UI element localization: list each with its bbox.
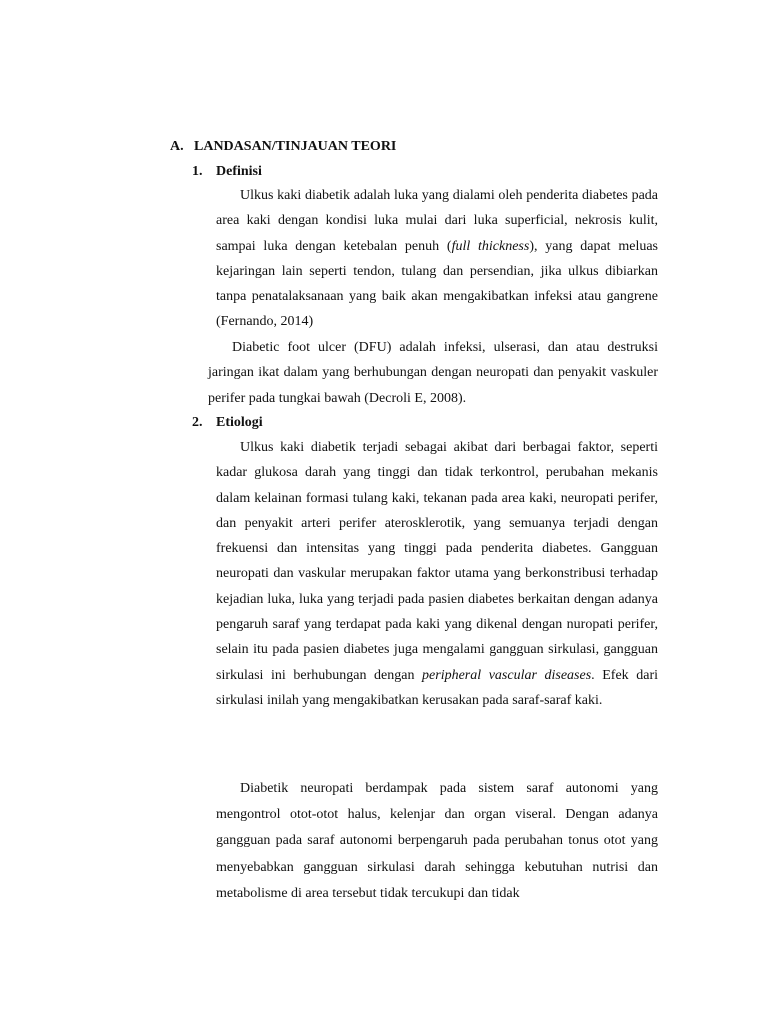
etiologi-paragraph-2: Diabetik neuropati berdampak pada sistem saraf autonomi yang mengontrol otot-otot halus, kelenjar dan organ viseral. Dengan adanya gangguan pada saraf autonomi berpengaruh pada perubahan tonus otot yang menyebabkan gangguan sirkulasi darah sehingga kebutuhan nutrisi dan metabolisme di area tersebut tidak tercukupi dan tidak xyxy=(216,781,658,901)
italic-term: full thickness xyxy=(451,238,530,254)
subheading-number: 1. xyxy=(192,164,203,179)
section-letter: A. xyxy=(170,139,184,154)
etiologi-paragraph-1: Ulkus kaki diabetik terjadi sebagai akibat dari berbagai faktor, seperti kadar glukosa darah yang tinggi dan tidak terkontrol, perubahan mekanis dalam kelainan formasi tulang kaki, tekanan pada area kaki, neuropati perifer, dan penyakit arteri perifer aterosklerotik, yang semuanya terjadi dengan frekuensi dan intensitas yang tinggi pada penderita diabetes. Gangguan neuropati dan vaskular merupakan faktor utama yang berkonstribusi terhadap kejadian luka, luka yang terjadi pada pasien diabetes berkaitan dengan adanya pengaruh saraf yang terdapat pada kaki yang dikenal dengan nuropati perifer, selain itu pada pasien diabetes juga mengalami gangguan sirkulasi, gangguan sirkulasi ini berhubungan dengan peripheral vascular diseases. Efek dari sirkulasi inilah yang mengakibatkan kerusakan pada saraf-saraf kaki. xyxy=(216,440,658,708)
section-heading xyxy=(170,137,396,157)
subheading-title: Definisi xyxy=(216,164,262,179)
subheading-definisi xyxy=(192,162,262,182)
subheading-title: Etiologi xyxy=(216,415,263,430)
section-title: LANDASAN/TINJAUAN TEORI xyxy=(194,139,397,154)
definisi-paragraph-1: Ulkus kaki diabetik adalah luka yang dialami oleh penderita diabetes pada area kaki dengan kondisi luka mulai dari luka superficial, nekrosis kulit, sampai luka dengan ketebalan penuh (full thickness), yang dapat meluas kejaringan lain seperti tendon, tulang dan persendian, jika ulkus dibiarkan tanpa penatalaksanaan yang baik akan mengakibatkan infeksi atau gangrene (Fernando, 2014) xyxy=(216,188,658,330)
italic-term: peripheral vascular diseases xyxy=(422,667,592,683)
subheading-etiologi xyxy=(192,413,263,433)
subheading-number: 2. xyxy=(192,415,203,430)
definisi-paragraph-2: Diabetic foot ulcer (DFU) adalah infeksi, ulserasi, dan atau destruksi jaringan ikat dalam yang berhubungan dengan neuropati dan penyakit vaskuler perifer pada tungkai bawah (Decroli E, 2008). xyxy=(208,340,658,406)
